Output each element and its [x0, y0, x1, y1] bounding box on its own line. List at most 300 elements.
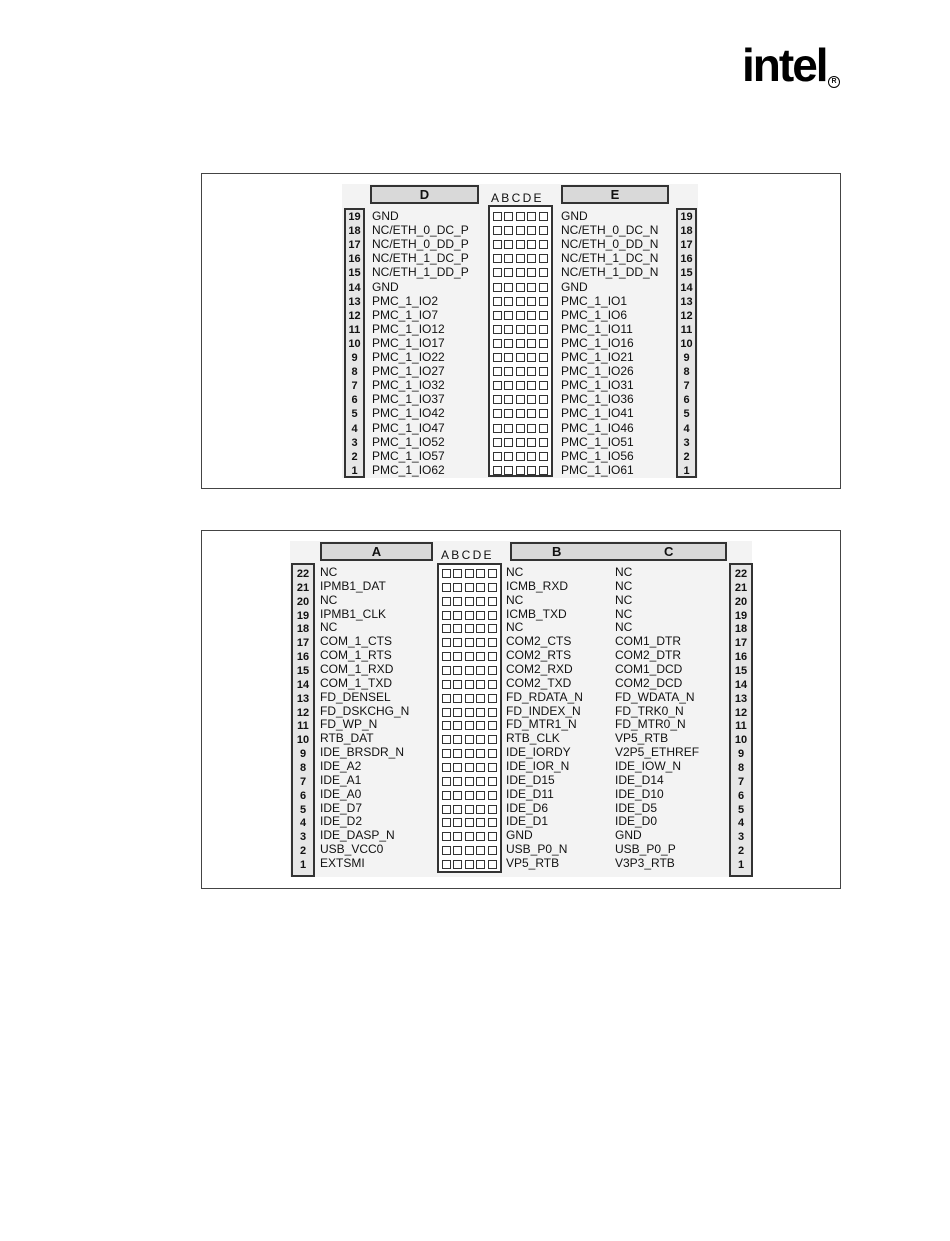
- row-number: 12: [680, 309, 693, 322]
- pin-square: [516, 212, 525, 221]
- pin-square: [493, 268, 502, 277]
- signal-label-c: V2P5_ETHREF: [615, 745, 700, 760]
- row-number: 17: [734, 637, 748, 650]
- pin-square: [539, 283, 548, 292]
- pin-square: [516, 353, 525, 362]
- pin-square: [539, 452, 548, 461]
- pin-square: [493, 297, 502, 306]
- row-number: 11: [297, 720, 309, 733]
- pin-square: [539, 297, 548, 306]
- row-number: 7: [737, 775, 745, 788]
- pin-square: [488, 832, 497, 841]
- pin-square: [442, 680, 451, 689]
- pin-square: [442, 846, 451, 855]
- pin-square: [453, 832, 462, 841]
- row-number: 17: [348, 239, 361, 252]
- pin-square: [539, 240, 548, 249]
- pin-square: [539, 409, 548, 418]
- pin-square: [442, 597, 451, 606]
- pin-square: [442, 652, 451, 661]
- pin-square: [488, 846, 497, 855]
- signal-label-e: PMC_1_IO36: [561, 392, 634, 407]
- signal-label-b: NC: [506, 592, 524, 607]
- row-number: 10: [348, 337, 361, 350]
- row-number: 11: [680, 323, 693, 336]
- pin-square: [442, 666, 451, 675]
- pin-square: [516, 254, 525, 263]
- pin-square: [516, 240, 525, 249]
- pin-square: [442, 777, 451, 786]
- signal-label-a: IPMB1_CLK: [320, 606, 387, 621]
- pin-square: [476, 652, 485, 661]
- pin-square: [488, 735, 497, 744]
- pin-square: [453, 666, 462, 675]
- row-number: 8: [737, 762, 745, 775]
- signal-label-e: PMC_1_IO46: [561, 420, 634, 435]
- signal-label-a: IDE_D7: [320, 800, 363, 815]
- signal-label-b: ICMB_RXD: [506, 578, 569, 593]
- pin-square: [465, 583, 474, 592]
- pin-square: [453, 721, 462, 730]
- pin-square: [476, 735, 485, 744]
- signal-label-d: NC/ETH_1_DD_P: [372, 265, 469, 280]
- signal-label-c: IDE_D0: [615, 814, 658, 829]
- pin-square: [488, 624, 497, 633]
- row-number: 13: [348, 295, 361, 308]
- signal-label-d: GND: [372, 209, 399, 223]
- pin-square: [465, 721, 474, 730]
- pin-square: [504, 339, 513, 348]
- pin-square: [488, 597, 497, 606]
- signal-label-e: NC/ETH_1_DC_N: [561, 251, 659, 266]
- row-number: 14: [348, 281, 361, 294]
- pin-square: [453, 652, 462, 661]
- row-number: 2: [351, 450, 358, 463]
- pin-square: [504, 297, 513, 306]
- signal-label-d: PMC_1_IO37: [372, 392, 445, 407]
- intel-logo: [742, 39, 842, 102]
- signal-label-d: NC/ETH_1_DC_P: [372, 251, 469, 266]
- pin-square: [465, 624, 474, 633]
- row-number: 16: [734, 651, 748, 664]
- row-number: 1: [683, 464, 690, 477]
- signal-label-c: COM1_DCD: [615, 662, 683, 677]
- pin-square: [476, 818, 485, 827]
- signal-label-a: COM_1_RTS: [320, 648, 392, 663]
- row-number: 13: [296, 692, 310, 705]
- pin-square: [493, 311, 502, 320]
- row-number: 3: [351, 436, 358, 449]
- pin-square: [488, 694, 497, 703]
- pin-square: [465, 818, 474, 827]
- row-number: 5: [299, 803, 307, 816]
- pin-square: [527, 466, 536, 475]
- row-number: 13: [734, 692, 748, 705]
- signal-label-b: USB_P0_N: [506, 842, 568, 857]
- pin-square: [488, 569, 497, 578]
- pin-square: [465, 666, 474, 675]
- signal-label-c: FD_MTR0_N: [615, 717, 686, 732]
- pin-square: [465, 680, 474, 689]
- signal-label-e: PMC_1_IO26: [561, 364, 634, 379]
- pin-square: [504, 367, 513, 376]
- signal-label-a: FD_DENSEL: [320, 689, 391, 704]
- signal-label-e: NC/ETH_1_DD_N: [561, 265, 659, 280]
- pin-square: [465, 805, 474, 814]
- row-number: 11: [348, 323, 361, 336]
- pin-square: [465, 708, 474, 717]
- row-number: 15: [680, 267, 693, 280]
- pin-square: [442, 860, 451, 869]
- row-number: 5: [683, 408, 690, 421]
- pin-square: [488, 791, 497, 800]
- header-bc: [510, 542, 727, 561]
- pin-square: [493, 254, 502, 263]
- pin-square: [539, 466, 548, 475]
- signal-label-b: IDE_D6: [506, 800, 549, 815]
- signal-label-d: NC/ETH_0_DC_P: [372, 223, 469, 238]
- pin-square: [527, 395, 536, 404]
- pin-square: [442, 624, 451, 633]
- pin-square: [504, 353, 513, 362]
- pin-square: [476, 666, 485, 675]
- pin-square: [453, 569, 462, 578]
- pin-grid: [488, 205, 553, 477]
- pin-square: [516, 297, 525, 306]
- pin-square: [465, 846, 474, 855]
- signal-label-c: GND: [615, 828, 642, 843]
- pin-square: [527, 226, 536, 235]
- pin-square: [504, 325, 513, 334]
- pin-square: [465, 694, 474, 703]
- header-e: E: [561, 185, 669, 204]
- pin-square: [527, 254, 536, 263]
- signal-label-e: PMC_1_IO1: [561, 293, 628, 308]
- signal-label-d: PMC_1_IO42: [372, 406, 445, 421]
- row-number: 14: [296, 678, 310, 691]
- pin-square: [488, 749, 497, 758]
- signal-label-b: COM2_RXD: [506, 662, 573, 677]
- row-number: 18: [734, 623, 748, 636]
- pin-square: [453, 694, 462, 703]
- pin-square: [476, 708, 485, 717]
- row-number: 14: [734, 678, 748, 691]
- signal-label-e: PMC_1_IO31: [561, 378, 634, 393]
- pin-square: [516, 381, 525, 390]
- signal-label-a: USB_VCC0: [320, 842, 384, 857]
- pin-square: [442, 832, 451, 841]
- row-number-column-left-bottom: [291, 563, 315, 877]
- row-number: 9: [351, 352, 358, 364]
- pin-square: [488, 777, 497, 786]
- signal-label-e: NC/ETH_0_DC_N: [561, 223, 659, 238]
- pin-square: [527, 212, 536, 221]
- pin-square: [442, 805, 451, 814]
- pin-square: [476, 569, 485, 578]
- pin-square: [493, 226, 502, 235]
- pin-square: [527, 438, 536, 447]
- row-number: 19: [734, 609, 748, 622]
- pin-square: [527, 268, 536, 277]
- row-number: 16: [348, 253, 361, 266]
- signal-label-b: IDE_D11: [506, 786, 554, 801]
- pin-square: [442, 763, 451, 772]
- row-number: 11: [735, 720, 747, 733]
- pin-square: [453, 583, 462, 592]
- connector-diagram-top: [201, 173, 841, 489]
- pin-square: [453, 708, 462, 717]
- signal-label-a: COM_1_CTS: [320, 634, 393, 649]
- pin-square: [453, 777, 462, 786]
- pin-square: [516, 339, 525, 348]
- pin-square: [539, 254, 548, 263]
- pin-square: [493, 353, 502, 362]
- row-number: 7: [299, 775, 307, 788]
- signal-label-d: PMC_1_IO27: [372, 364, 445, 379]
- signal-label-a: NC: [320, 565, 338, 579]
- signal-label-d: PMC_1_IO22: [372, 350, 445, 364]
- signal-label-c: VP5_RTB: [615, 731, 669, 746]
- signal-label-d: PMC_1_IO7: [372, 307, 439, 322]
- pin-square: [527, 424, 536, 433]
- row-number: 15: [348, 267, 361, 280]
- pin-square: [465, 569, 474, 578]
- signal-label-d: PMC_1_IO62: [372, 462, 445, 477]
- row-number: 17: [296, 637, 310, 650]
- pin-square: [465, 611, 474, 620]
- pin-square: [476, 611, 485, 620]
- pin-square: [465, 652, 474, 661]
- signal-label-b: FD_RDATA_N: [506, 689, 583, 704]
- pin-square: [527, 409, 536, 418]
- pin-square: [504, 395, 513, 404]
- pin-square: [504, 424, 513, 433]
- pin-square: [465, 597, 474, 606]
- pin-square: [493, 438, 502, 447]
- pin-square: [476, 597, 485, 606]
- pin-square: [527, 283, 536, 292]
- pin-square: [504, 254, 513, 263]
- row-number: 21: [734, 581, 748, 594]
- row-number: 2: [299, 845, 307, 858]
- pin-square: [527, 353, 536, 362]
- pin-square: [539, 268, 548, 277]
- pin-square: [504, 240, 513, 249]
- pin-square: [504, 452, 513, 461]
- signal-label-b: NC: [506, 620, 524, 635]
- signal-label-b: FD_INDEX_N: [506, 703, 581, 718]
- signal-label-a: IPMB1_DAT: [320, 578, 386, 593]
- row-number: 16: [680, 253, 693, 266]
- row-number: 5: [351, 408, 358, 421]
- row-number: 22: [734, 568, 748, 580]
- row-number: 4: [299, 817, 307, 830]
- signal-label-c: V3P3_RTB: [615, 856, 675, 871]
- pin-square: [516, 311, 525, 320]
- signal-label-b: COM2_RTS: [506, 648, 572, 663]
- pin-square: [504, 311, 513, 320]
- pin-square: [516, 226, 525, 235]
- pin-square: [453, 624, 462, 633]
- row-number: 9: [737, 748, 745, 761]
- pin-square: [504, 466, 513, 475]
- pin-square: [539, 381, 548, 390]
- pin-square: [442, 708, 451, 717]
- row-number: 18: [348, 225, 361, 238]
- row-number: 2: [683, 450, 690, 463]
- signal-label-e: PMC_1_IO16: [561, 335, 634, 350]
- row-number: 19: [680, 211, 693, 223]
- row-number: 4: [351, 422, 358, 435]
- pin-square: [527, 381, 536, 390]
- pin-square: [504, 409, 513, 418]
- signal-label-c: USB_P0_P: [615, 842, 676, 857]
- pin-square: [442, 611, 451, 620]
- pin-square: [527, 339, 536, 348]
- pin-square: [493, 325, 502, 334]
- signal-label-d: PMC_1_IO47: [372, 420, 445, 435]
- pin-square: [465, 735, 474, 744]
- pin-square: [493, 212, 502, 221]
- pin-square: [493, 381, 502, 390]
- pin-square: [493, 339, 502, 348]
- signal-label-c: NC: [615, 565, 633, 579]
- pin-square: [493, 240, 502, 249]
- pin-square: [493, 367, 502, 376]
- pin-square: [476, 777, 485, 786]
- pin-square: [488, 652, 497, 661]
- header-a: A: [320, 542, 433, 561]
- signal-label-d: PMC_1_IO2: [372, 293, 439, 308]
- pin-square: [516, 367, 525, 376]
- signal-label-d: NC/ETH_0_DD_P: [372, 237, 469, 252]
- pin-square: [516, 424, 525, 433]
- pin-square: [465, 777, 474, 786]
- pin-square: [516, 283, 525, 292]
- row-number: 6: [683, 394, 690, 407]
- row-number: 7: [683, 380, 690, 393]
- pin-square: [453, 680, 462, 689]
- pin-square: [442, 749, 451, 758]
- signal-label-c: NC: [615, 578, 633, 593]
- pin-square: [476, 721, 485, 730]
- row-number: 4: [683, 422, 690, 435]
- pin-square: [465, 791, 474, 800]
- pin-square: [442, 583, 451, 592]
- pin-square: [488, 583, 497, 592]
- signal-label-e: GND: [561, 279, 588, 294]
- pin-square: [476, 860, 485, 869]
- pin-square: [465, 638, 474, 647]
- pin-square: [476, 749, 485, 758]
- row-number: 8: [299, 762, 307, 775]
- signal-label-e: PMC_1_IO56: [561, 448, 634, 463]
- pin-square: [442, 569, 451, 578]
- signal-label-b: COM2_TXD: [506, 675, 572, 690]
- pin-square: [476, 846, 485, 855]
- pin-square: [476, 694, 485, 703]
- row-number: 2: [737, 845, 745, 858]
- row-number: 12: [348, 309, 361, 322]
- signal-label-a: FD_DSKCHG_N: [320, 703, 410, 718]
- pin-square: [442, 735, 451, 744]
- pin-square: [488, 805, 497, 814]
- signal-label-a: COM_1_RXD: [320, 662, 394, 677]
- pin-square: [488, 763, 497, 772]
- pin-square: [493, 283, 502, 292]
- row-number: 12: [296, 706, 310, 719]
- pin-square: [488, 708, 497, 717]
- row-number: 20: [734, 595, 748, 608]
- signal-label-b: NC: [506, 565, 524, 579]
- header-d: D: [370, 185, 479, 204]
- signal-label-b: IDE_D1: [506, 814, 549, 829]
- pin-square: [516, 325, 525, 334]
- pin-square: [504, 212, 513, 221]
- pin-square: [539, 226, 548, 235]
- row-number-column-right-bottom: [729, 563, 753, 877]
- pin-square: [488, 638, 497, 647]
- row-number: 1: [299, 859, 307, 872]
- pin-square: [442, 791, 451, 800]
- pin-square: [539, 339, 548, 348]
- signal-label-a: IDE_DASP_N: [320, 828, 395, 843]
- pin-square: [493, 452, 502, 461]
- signal-label-a: FD_WP_N: [320, 717, 378, 732]
- signal-label-c: COM1_DTR: [615, 634, 682, 649]
- signal-label-a: NC: [320, 592, 338, 607]
- connector-diagram-bottom: [201, 530, 841, 889]
- pin-square: [476, 583, 485, 592]
- signal-label-a: IDE_A0: [320, 786, 362, 801]
- pin-square: [453, 735, 462, 744]
- pin-square: [453, 638, 462, 647]
- row-number: 15: [734, 665, 748, 678]
- row-number: 15: [296, 665, 310, 678]
- pin-square: [493, 395, 502, 404]
- pin-square: [516, 438, 525, 447]
- pin-square: [465, 763, 474, 772]
- pin-square: [476, 763, 485, 772]
- header-b: B: [552, 544, 562, 559]
- row-number: 3: [737, 831, 745, 844]
- pin-square: [493, 409, 502, 418]
- signal-label-a: EXTSMI: [320, 856, 365, 871]
- row-number: 13: [680, 295, 693, 308]
- row-number: 19: [296, 609, 310, 622]
- pin-square: [504, 268, 513, 277]
- row-number: 14: [680, 281, 693, 294]
- pin-square: [527, 240, 536, 249]
- pin-square: [539, 395, 548, 404]
- pin-square: [488, 680, 497, 689]
- signal-label-b: ICMB_TXD: [506, 606, 567, 621]
- pin-square: [476, 624, 485, 633]
- signal-label-e: PMC_1_IO41: [561, 406, 634, 421]
- row-number: 22: [296, 568, 310, 580]
- signal-label-d: PMC_1_IO52: [372, 434, 445, 449]
- pin-square: [516, 268, 525, 277]
- pin-square: [516, 395, 525, 404]
- row-number: 12: [734, 706, 748, 719]
- pin-square: [442, 721, 451, 730]
- row-number: 6: [351, 394, 358, 407]
- signal-label-e: PMC_1_IO51: [561, 434, 634, 449]
- pin-column-letters: ABCDE: [491, 191, 544, 205]
- pin-square: [527, 325, 536, 334]
- pin-square: [453, 597, 462, 606]
- signal-label-b: FD_MTR1_N: [506, 717, 577, 732]
